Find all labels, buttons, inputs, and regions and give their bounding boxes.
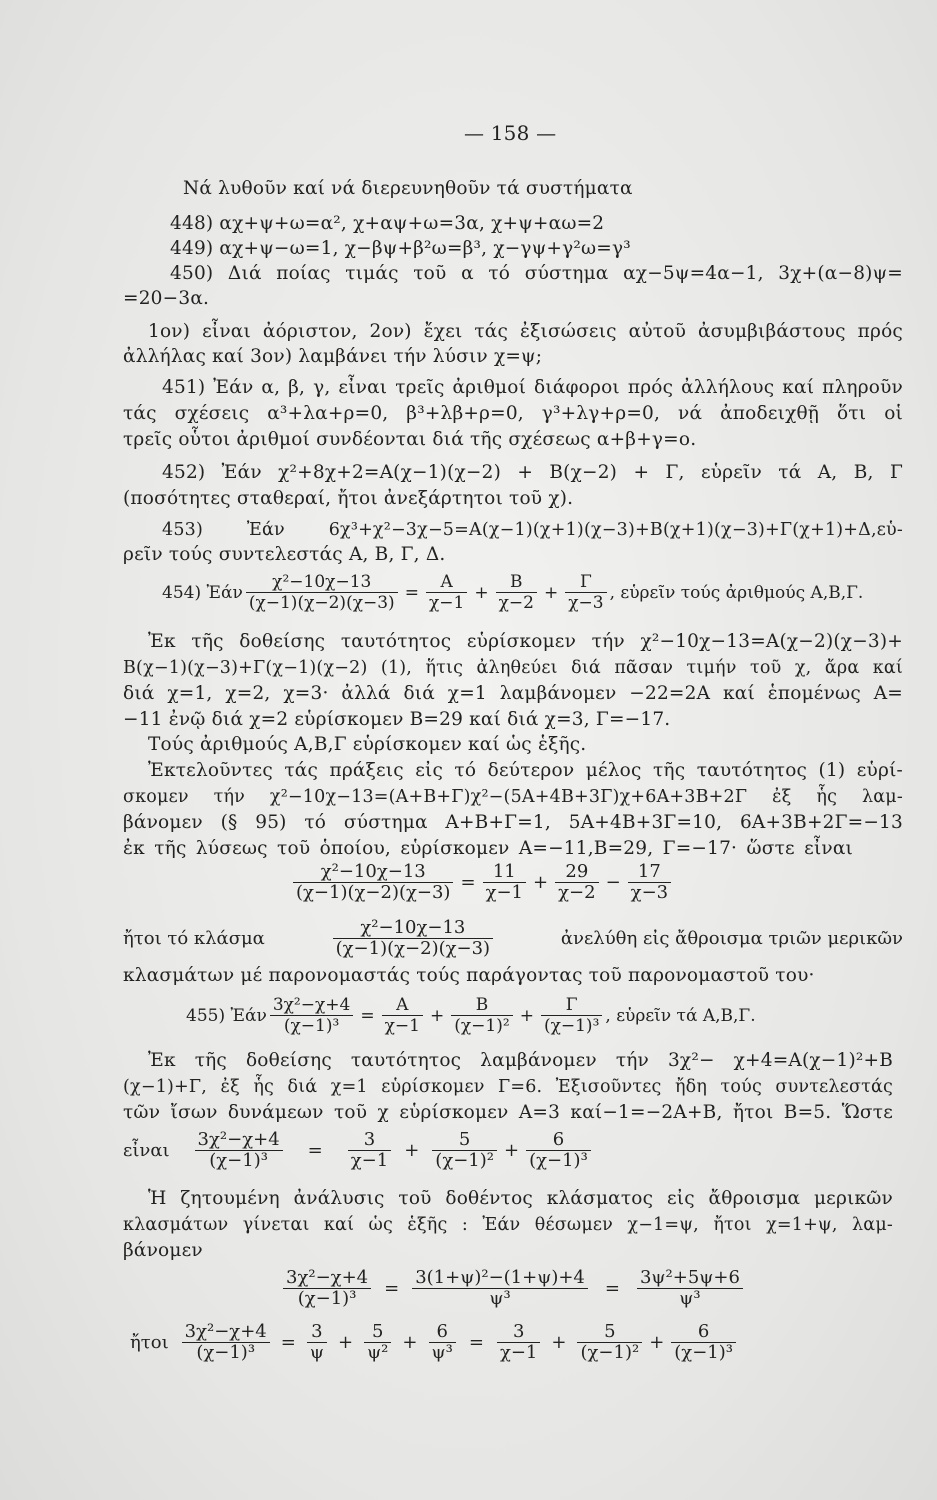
- fraction: $\frac{6}{\text{(χ−1)³}}$: [526, 1130, 591, 1171]
- solution-455-line-5: κλασμάτων γίνεται καί ὡς ἑξῆς : Ἐάν θέσωμεν χ−1=ψ, ἤτοι χ=1+ψ, λαμ-: [123, 1215, 893, 1235]
- fraction: $\frac{6}{\text{ψ³}}$: [429, 1322, 456, 1363]
- problem-454-suffix: , εὑρεῖν τούς ἀριθμούς Α,Β,Γ.: [609, 582, 864, 603]
- solution-454-line-4: −11 ἐνῷ διά χ=2 εὑρίσκομεν Β=29 καί διά χ=3, Γ=−17.: [123, 709, 671, 730]
- solution-454-line-5: Τούς ἀριθμούς Α,Β,Γ εὑρίσκομεν καί ὡς ἑξῆς.: [148, 734, 587, 755]
- solution-454-line-2: Β(χ−1)(χ−3)+Γ(χ−1)(χ−2) (1), ἥτις ἀληθεύει διά πᾶσαν τιμήν τοῦ χ, ἄρα καί: [123, 658, 903, 678]
- fraction: $\frac{B}{\text{(χ−1)²}}$: [451, 995, 512, 1036]
- fraction: $\frac{3}{\psi}$: [307, 1322, 327, 1363]
- fraction: $\frac{17}{\chi-3}$: [628, 862, 671, 903]
- problem-452-line-2: (ποσότητες σταθεραί, ἤτοι ἀνεξάρτητοι τοῦ χ).: [123, 488, 574, 509]
- display-equation-substitution: $\frac{\text{3χ²−χ+4}}{\text{(χ−1)³}}$ = $\frac{\text{3(1+ψ)²−(1+ψ)+4}}{\text{ψ³}}$ = $\frac{\text{3ψ²+5ψ+6}}{\text{ψ³}}$: [280, 1268, 746, 1309]
- fraction: $\frac{\text{3χ²−χ+4}}{\text{(χ−1)³}}$: [195, 1130, 283, 1171]
- problem-452-line-1: 452) Ἐάν χ²+8χ+2=Α(χ−1)(χ−2) + Β(χ−2) + Γ, εὑρεῖν τά Α, Β, Γ: [162, 462, 903, 483]
- fraction: $\frac{\text{3χ²−χ+4}}{\text{(χ−1)³}}$: [270, 995, 354, 1036]
- solution-455-line-4: Ἡ ζητουμένη ἀνάλυσις τοῦ δοθέντος κλάσματος εἰς ἄθροισμα μερικῶν: [148, 1188, 893, 1209]
- problem-448: 448) αχ+ψ+ω=α², χ+αψ+ω=3α, χ+ψ+αω=2: [170, 213, 605, 234]
- fraction: $\frac{3}{\chi-1}$: [348, 1130, 391, 1171]
- solution-454-line-9: ἐκ τῆς λύσεως τοῦ ὁποίου, εὑρίσκομεν Α=−11,Β=29, Γ=−17· ὥστε εἶναι: [123, 838, 853, 859]
- solution-455-line-3: τῶν ἴσων δυνάμεων τοῦ χ εὑρίσκομεν Α=3 καί−1=−2Α+Β, ἤτοι Β=5. Ὥστε: [123, 1102, 893, 1123]
- solution-454-line-7: σκομεν τήν χ²−10χ−13=(Α+Β+Γ)χ²−(5Α+4Β+3Γ)χ+6Α+3Β+2Γ ἐξ ἧς λαμ-: [123, 787, 903, 807]
- display-equation-455: εἶναι $\frac{\text{3χ²−χ+4}}{\text{(χ−1)³}}$ = $\frac{3}{\chi-1}$ + $\frac{5}{\text{(χ−1)²}}$ + $\frac{6}{\text{(χ−1)³}}$: [123, 1130, 594, 1171]
- display-equation-final: ἤτοι $\frac{\text{3χ²−χ+4}}{\text{(χ−1)³}}$ = $\frac{3}{\psi}$ + $\frac{5}{\text{ψ²}}$ + $\frac{6}{\text{ψ³}}$ = $\frac{3}{\chi-1}$ + $\frac{5}{\text{(χ−1)²}}$ + $\frac{6}{\text{(χ−1)³}}$: [130, 1322, 739, 1363]
- problem-453-line-1: 453) Ἐάν 6χ³+χ²−3χ−5=Α(χ−1)(χ+1)(χ−3)+Β(χ+1)(χ−3)+Γ(χ+1)+Δ,εὑ-: [162, 520, 903, 540]
- fraction: $\frac{\text{3(1+ψ)²−(1+ψ)+4}}{\text{ψ³}}$: [412, 1268, 588, 1309]
- page-number: — 158 —: [464, 121, 557, 145]
- problem-454-prefix: 454) Ἐάν: [162, 582, 243, 603]
- problem-451-line-1: 451) Ἐάν α, β, γ, εἶναι τρεῖς ἀριθμοί διάφοροι πρός ἀλλήλους καί πληροῦν: [162, 377, 903, 398]
- fraction: $\frac{\Gamma}{\text{(χ−1)³}}$: [541, 995, 602, 1036]
- solution-454-line-8: βάνομεν (§ 95) τό σύστημα Α+Β+Γ=1, 5Α+4Β+3Γ=10, 6Α+3Β+2Γ=−13: [123, 812, 903, 833]
- fraction: $\frac{\text{3χ²−χ+4}}{\text{(χ−1)³}}$: [283, 1268, 371, 1309]
- problem-453-line-2: ρεῖν τούς συντελεστάς Α, Β, Γ, Δ.: [123, 544, 446, 565]
- problem-450-line-2: =20−3α.: [123, 288, 210, 309]
- fraction: $\frac{A}{\chi-1}$: [426, 572, 467, 613]
- fraction: $\frac{\text{χ²−10χ−13}}{(\chi-1)(\chi-2)(\chi-3)}$: [293, 862, 453, 903]
- solution-455-line-6: βάνομεν: [123, 1240, 203, 1261]
- fraction: $\frac{\Gamma}{\chi-3}$: [565, 572, 606, 613]
- display-equation-454: $\frac{\text{χ²−10χ−13}}{(\chi-1)(\chi-2)(\chi-3)}$ = $\frac{11}{\chi-1}$ + $\frac{29}{\chi-2}$ − $\frac{17}{\chi-3}$: [290, 862, 674, 903]
- solution-455-line-2: (χ−1)+Γ, ἐξ ἧς διά χ=1 εὑρίσκομεν Γ=6. Ἐξισοῦντες ἤδη τούς συντελεστάς: [123, 1077, 893, 1097]
- fraction: $\frac{5}{\text{(χ−1)²}}$: [432, 1130, 497, 1171]
- fraction-sentence: ἤτοι τό κλάσμα $\frac{\text{χ²−10χ−13}}{(\chi-1)(\chi-2)(\chi-3)}$ ἀνελύθη εἰς ἄθροισμα τριῶν μερικῶν: [123, 917, 903, 959]
- problem-450-line-4: ἀλλήλας καί 3ον) λαμβάνει τήν λύσιν χ=ψ;: [123, 346, 543, 367]
- fraction: $\frac{A}{\chi-1}$: [382, 995, 423, 1036]
- fraction: $\frac{5}{\text{(χ−1)²}}$: [577, 1322, 642, 1363]
- fraction: $\frac{6}{\text{(χ−1)³}}$: [671, 1322, 736, 1363]
- fraction: $\frac{B}{\chi-2}$: [496, 572, 537, 613]
- fraction: $\frac{\text{χ²−10χ−13}}{(\chi-1)(\chi-2)(\chi-3)}$: [246, 572, 398, 613]
- fraction: $\frac{5}{\text{ψ²}}$: [364, 1322, 391, 1363]
- fraction: $\frac{29}{\chi-2}$: [555, 862, 598, 903]
- problem-451-line-3: τρεῖς οὗτοι ἀριθμοί συνδέονται διά τῆς σχέσεως α+β+γ=ο.: [123, 429, 697, 450]
- fraction: $\frac{\text{3χ²−χ+4}}{\text{(χ−1)³}}$: [182, 1322, 270, 1363]
- fraction: $\frac{11}{\chi-1}$: [483, 862, 526, 903]
- problem-451-line-2: τάς σχέσεις α³+λα+ρ=0, β³+λβ+ρ=0, γ³+λγ+ρ=0, νά ἀποδειχθῇ ὅτι οἱ: [123, 403, 903, 424]
- problem-450-line-1: 450) Διά ποίας τιμάς τοῦ α τό σύστημα αχ−5ψ=4α−1, 3χ+(α−8)ψ=: [170, 263, 903, 284]
- problem-450-line-3: 1ον) εἶναι ἀόριστον, 2ον) ἔχει τάς ἐξισώσεις αὐτοῦ ἀσυμβιβάστους πρός: [148, 321, 903, 342]
- section-heading: Νά λυθοῦν καί νά διερευνηθοῦν τά συστήματα: [183, 178, 633, 199]
- problem-455-equation: 455) Ἐάν $\frac{\text{3χ²−χ+4}}{\text{(χ−1)³}}$ = $\frac{A}{\chi-1}$ + $\frac{B}{\text{(χ−1)²}}$ + $\frac{\Gamma}{\text{(χ−1)³}}$ , εὑρεῖν τά Α,Β,Γ.: [186, 995, 756, 1036]
- fraction: $\frac{3}{\chi-1}$: [497, 1322, 540, 1363]
- fraction: $\frac{\text{3ψ²+5ψ+6}}{\text{ψ³}}$: [637, 1268, 743, 1309]
- solution-454-line-3: διά χ=1, χ=2, χ=3· ἀλλά διά χ=1 λαμβάνομεν −22=2Α καί ἑπομένως Α=: [123, 683, 903, 704]
- problem-449: 449) αχ+ψ−ω=1, χ−βψ+β²ω=β³, χ−γψ+γ²ω=γ³: [170, 238, 631, 259]
- fraction-sentence-line-2: κλασμάτων μέ παρονομαστάς τούς παράγοντας τοῦ παρονομαστοῦ του·: [123, 965, 815, 986]
- solution-455-line-1: Ἐκ τῆς δοθείσης ταυτότητος λαμβάνομεν τήν 3χ²− χ+4=Α(χ−1)²+Β: [148, 1050, 893, 1071]
- problem-454-equation: 454) Ἐάν $\frac{\text{χ²−10χ−13}}{(\chi-1)(\chi-2)(\chi-3)}$ = $\frac{A}{\chi-1}$ + $\frac{B}{\chi-2}$ + $\frac{\Gamma}{\chi-3}$ , εὑρεῖν τούς ἀριθμούς Α,Β,Γ.: [162, 572, 864, 613]
- solution-454-line-6: Ἐκτελοῦντες τάς πράξεις εἰς τό δεύτερον μέλος τῆς ταυτότητος (1) εὑρί-: [148, 760, 903, 781]
- fraction: $\frac{\text{χ²−10χ−13}}{(\chi-1)(\chi-2)(\chi-3)}$: [333, 918, 493, 959]
- solution-454-line-1: Ἐκ τῆς δοθείσης ταυτότητος εὑρίσκομεν τήν χ²−10χ−13=Α(χ−2)(χ−3)+: [148, 631, 903, 652]
